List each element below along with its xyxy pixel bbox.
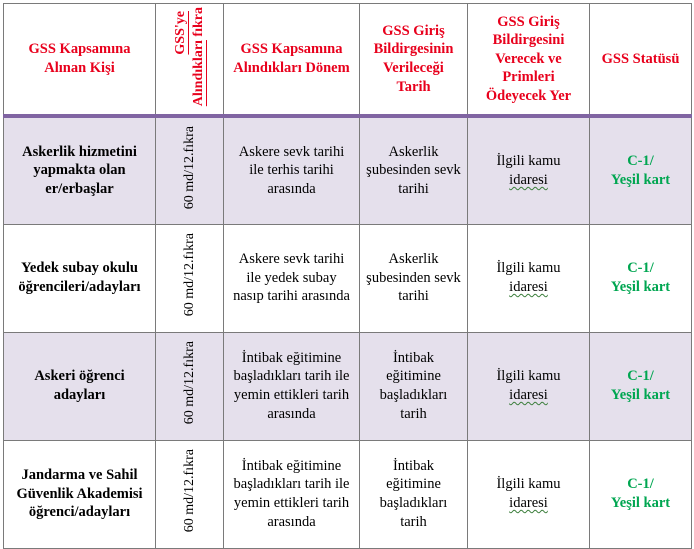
cell-donem: Askere sevk tarihi ile terhis tarihi arasında [224,116,360,224]
cell-donem: Askere sevk tarihi ile yedek subay nasıp tarihi arasında [224,224,360,332]
cell-statu [590,224,692,332]
cell-tarih: Askerlik şubesinden sevk tarihi [360,116,468,224]
cell-tarih: İntibak eğitimine başladıkları tarih [360,332,468,440]
header-tarih: GSS Giriş Bildirgesinin Verileceği Tarih [360,4,468,117]
header-fikra-top [172,11,190,55]
cell-tarih: İntibak eğitimine başladıkları tarih [360,440,468,548]
cell-fikra [156,440,224,548]
header-fikra-gssye: GSS'ye [173,10,188,55]
cell-person: Yedek subay okulu öğrencileri/adayları [4,224,156,332]
fikra-text: 60 md/12.fıkra [181,449,197,533]
fikra-text: 60 md/12.fıkra [181,341,197,425]
fikra-text: 60 md/12.fıkra [181,126,197,210]
statu-line2: Yeşil kart [610,495,671,511]
table-row [4,332,692,440]
header-fikra-line2: fıkra [190,6,206,37]
cell-yer [468,332,590,440]
header-yer: GSS Giriş Bildirgesini Verecek ve Primleri Ödeyecek Yer [468,4,590,117]
table-row [4,224,692,332]
statu-line1: C-1/ [627,368,654,385]
yer-line2: idaresi [509,495,548,511]
cell-statu [590,116,692,224]
cell-person: Jandarma ve Sahil Güvenlik Akademisi öğrenci/adayları [4,440,156,548]
header-donem: GSS Kapsamına Alındıkları Dönem [224,4,360,117]
statu-line2: Yeşil kart [610,387,671,403]
yer-line1: İlgili kamu [496,260,561,277]
yer-line1: İlgili kamu [496,368,561,385]
cell-person: Askeri öğrenci adayları [4,332,156,440]
yer-line2: idaresi [509,387,548,403]
yer-line1: İlgili kamu [496,153,561,170]
yer-line2: idaresi [509,171,548,188]
header-row [4,4,692,117]
fikra-text: 60 md/12.fıkra [181,233,197,317]
statu-line2: Yeşil kart [610,279,671,295]
header-person: GSS Kapsamına Alınan Kişi [4,4,156,117]
cell-person: Askerlik hizmetini yapmakta olan er/erbaşlar [4,116,156,224]
header-statu: GSS Statüsü [590,4,692,117]
yer-line2: idaresi [509,279,548,295]
cell-yer [468,224,590,332]
yer-line1: İlgili kamu [496,476,561,493]
cell-donem: İntibak eğitimine başladıkları tarih ile yemin ettikleri tarih arasında [224,440,360,548]
cell-fikra [156,116,224,224]
cell-tarih: Askerlik şubesinden sevk tarihi [360,224,468,332]
statu-line2: Yeşil kart [610,171,671,188]
table-row [4,440,692,548]
statu-line1: C-1/ [627,476,654,493]
cell-fikra [156,224,224,332]
header-fikra-line1: Alındıkları [190,39,206,106]
cell-statu [590,332,692,440]
header-fikra-text [190,7,208,106]
statu-line1: C-1/ [627,260,654,277]
table-row [4,116,692,224]
statu-line1: C-1/ [627,153,654,170]
header-fikra [156,4,224,117]
cell-donem: İntibak eğitimine başladıkları tarih ile yemin ettikleri tarih arasında [224,332,360,440]
cell-yer [468,116,590,224]
cell-yer [468,440,590,548]
cell-statu [590,440,692,548]
gss-table [3,3,692,549]
cell-fikra [156,332,224,440]
